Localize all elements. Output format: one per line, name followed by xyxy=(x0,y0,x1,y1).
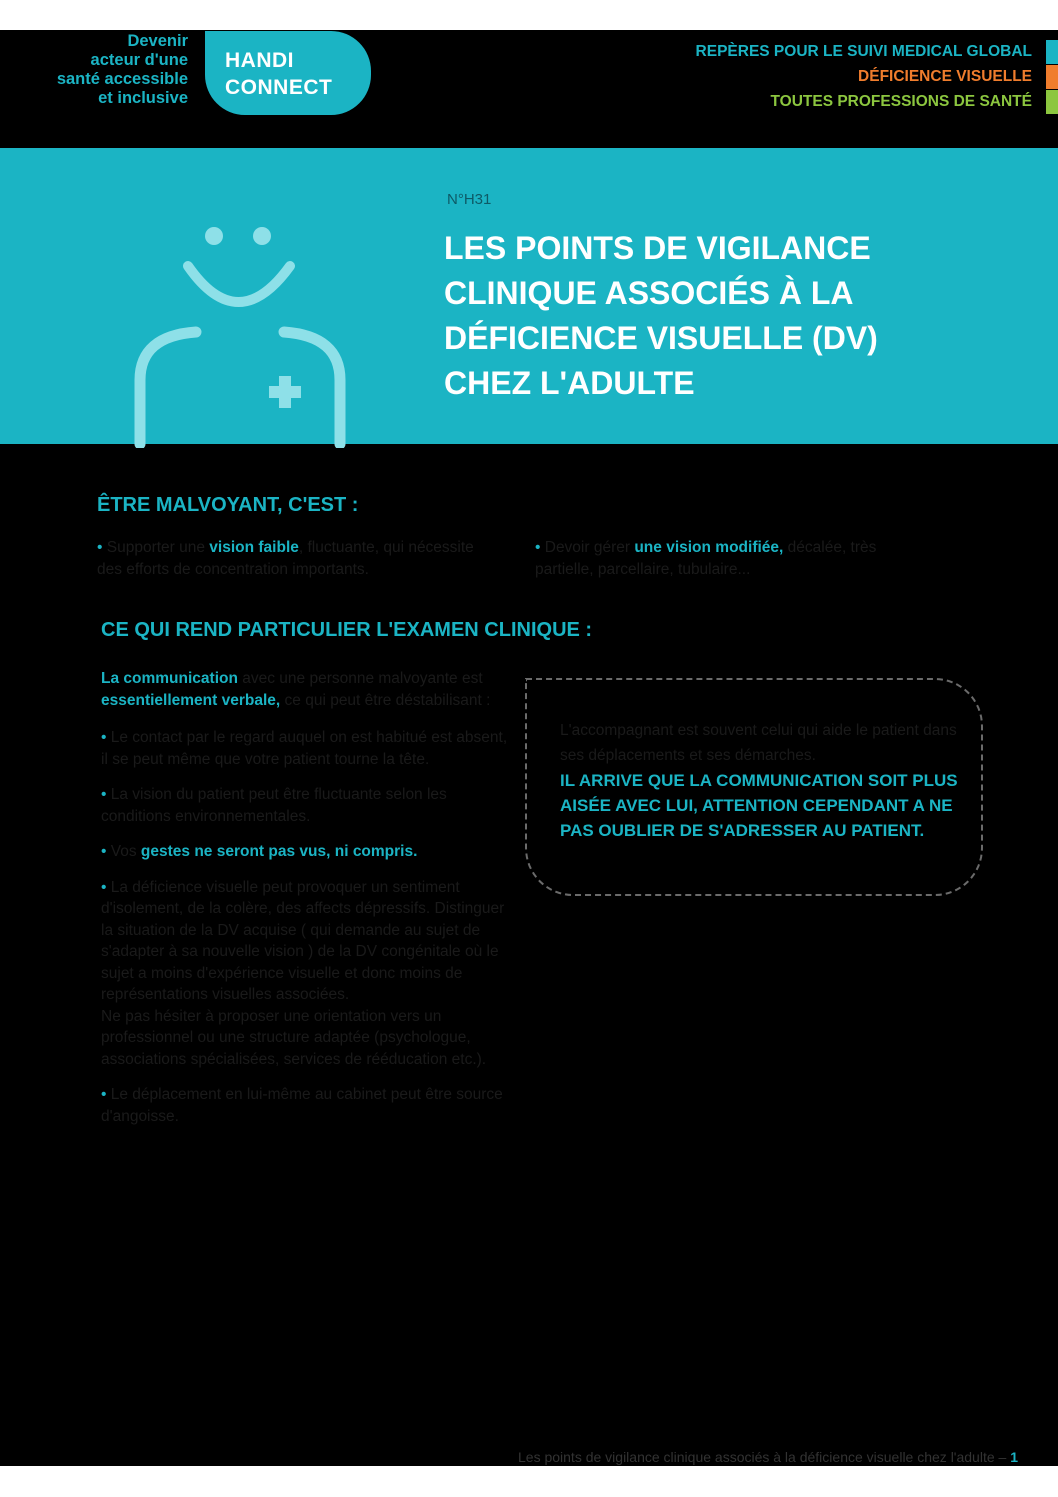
emphasis: essentiellement verbale, xyxy=(101,691,281,709)
title-line: CHEZ L'ADULTE xyxy=(444,365,695,401)
bullet-dot: • xyxy=(101,878,107,896)
list-item xyxy=(101,784,511,827)
doctor-smiley-icon xyxy=(130,218,360,448)
section-heading-examen: CE QUI REND PARTICULIER L'EXAMEN CLINIQUE : xyxy=(101,619,593,641)
bullet-dot: • xyxy=(101,1086,107,1103)
text: Le contact par le regard auquel on est habitué est absent, il se peut même que votre patient tourne la tête. xyxy=(101,729,508,768)
list-item xyxy=(101,727,511,770)
document-number: N°H31 xyxy=(447,191,492,208)
callout-text: L'accompagnant est souvent celui qui aide le patient dans ses déplacements et ses démarches. xyxy=(560,722,957,764)
title-line: LES POINTS DE VIGILANCE xyxy=(444,230,871,266)
text: Le déplacement en lui-même au cabinet peut être source d'angoisse. xyxy=(101,1086,503,1125)
list-item xyxy=(101,841,511,863)
tagline-line: et inclusive xyxy=(98,89,188,107)
text: Supporter une xyxy=(102,539,210,556)
header-line-1: REPÈRES POUR LE SUIVI MEDICAL GLOBAL xyxy=(695,43,1032,60)
brand-tagline xyxy=(20,32,188,108)
page-number: 1 xyxy=(1010,1449,1018,1465)
tagline-line: acteur d'une xyxy=(90,51,188,69)
bullet-dot: • xyxy=(535,539,541,556)
intro-paragraph xyxy=(101,668,511,711)
footer-text: Les points de vigilance clinique associés à la déficience visuelle chez l'adulte xyxy=(518,1449,995,1465)
text: avec une personne malvoyante est xyxy=(237,670,483,687)
emphasis: une vision modifiée, xyxy=(634,539,784,556)
bullet-dot: • xyxy=(101,786,107,803)
bullet-dot: • xyxy=(97,539,103,556)
bullet-dot: • xyxy=(101,843,107,860)
document-category-header xyxy=(696,40,1058,115)
color-bar-green xyxy=(1046,90,1058,114)
bottom-margin xyxy=(0,1466,1058,1497)
tagline-line: Devenir xyxy=(127,32,188,50)
list-item xyxy=(101,1084,511,1127)
emphasis: vision faible xyxy=(209,539,299,556)
section1-right-bullet xyxy=(535,537,925,580)
callout-emphasis: IL ARRIVE QUE LA COMMUNICATION SOIT PLUS AISÉE AVEC LUI, ATTENTION CEPENDANT A NE PAS OUBLIER DE S'ADRESSER AU PATIENT. xyxy=(560,771,958,840)
logo-line-1: HANDI xyxy=(225,49,294,72)
title-banner xyxy=(0,148,1058,444)
callout-content xyxy=(560,718,960,843)
text: La vision du patient peut être fluctuante selon les conditions environnementales. xyxy=(101,786,447,825)
callout-box xyxy=(525,678,983,896)
section1-left-bullet xyxy=(97,537,502,580)
header-line-3: TOUTES PROFESSIONS DE SANTÉ xyxy=(770,93,1032,110)
page-title xyxy=(444,226,1004,406)
title-line: CLINIQUE ASSOCIÉS À LA xyxy=(444,275,854,311)
color-bar-orange xyxy=(1046,65,1058,89)
bullet-dot: • xyxy=(101,729,107,746)
page-footer xyxy=(518,1449,1018,1465)
text: Ne pas hésiter à proposer une orientation vers un professionnel ou une structure adaptée (psychologue, associations spécialisées, services de rééducation etc.). xyxy=(101,1007,487,1068)
text: Vos xyxy=(106,843,141,860)
footer-separator: – xyxy=(994,1449,1011,1465)
text: ce qui peut être déstabilisant : xyxy=(280,691,491,709)
text: Devoir gérer xyxy=(540,539,635,556)
emphasis: gestes ne seront pas vus, ni compris. xyxy=(140,843,418,860)
tagline-line: santé accessible xyxy=(56,70,188,88)
emphasis: La communication xyxy=(101,670,238,687)
section-heading-malvoyant: ÊTRE MALVOYANT, C'EST : xyxy=(97,494,359,516)
section2-column xyxy=(101,668,511,1141)
handiconnect-logo xyxy=(205,31,371,115)
list-item xyxy=(101,877,511,1071)
text: La déficience visuelle peut provoquer un sentiment d'isolement, de la colère, des affects dépressifs. Distinguer la situation de la DV acquise ( qui demande au sujet de s'adapter à sa nouvelle vision ) de la DV congénitale où le sujet a moins d'expérience visuelle et donc moins de représentations visuelles associées. xyxy=(101,878,505,1003)
top-margin xyxy=(0,0,1058,30)
logo-line-2: CONNECT xyxy=(225,76,333,99)
color-bar-teal xyxy=(1046,40,1058,64)
text: décalée, très partielle, parcellaire, tubulaire... xyxy=(535,539,877,578)
title-line: DÉFICIENCE VISUELLE (DV) xyxy=(444,320,878,356)
header-line-2: DÉFICIENCE VISUELLE xyxy=(858,68,1032,85)
text: , fluctuante, qui nécessite des efforts de concentration importants. xyxy=(97,539,474,578)
